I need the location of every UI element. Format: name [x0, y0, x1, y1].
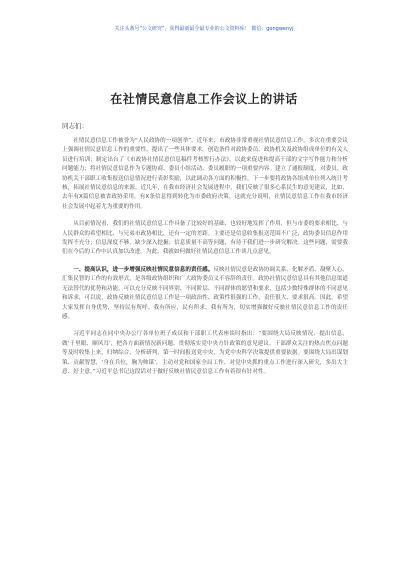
- paragraph-2: [62, 220, 348, 258]
- paragraph-text: 习近平同志在同中央办公厅各单位班子成员和干部职工代表座谈时指出：“要围绕大局反映情况、提出信息，做‘千里眼、顺风耳’，把各方面新情况新问题、贯彻落实党中央方针政策的意见建议、干部群众关注的热点焦点问题等及时收集上来，归纳综合，分析研判，第一时间报送党中央，为党中央科学决策提供重要依据。要围绕大局出谋划策、贡献智慧，‘身在兵位，胸为帅谋’，主动对党和国家全局工作、对党中央抓的重点工作进行深入研究，多出大主意、好主意。”习近平总书记这段话对于做好反映社情民意信息工作有着很有针对性。: [62, 331, 348, 375]
- document-title: 在社情民意信息工作会议上的讲话: [110, 92, 298, 106]
- promo-banner[interactable]: 关注头条号“公文研究”，获得最新最全最专业的公文资料库！ 微信：gongwenyj: [114, 26, 294, 32]
- paragraph-text: 社情民意信息工作被誉为“人民政协的一项创举”。近年来，市政协非常重视社情民意信息工作，多次在重要会议上强调社情民意信息工作的重要性，提出了一些具体要求。创造条件对政协委员、政协机关及政协组成单位的有关人员进行培训；制定出台了《市政协社情民意信息稿件考核暂行办法》，以此来促进和提高干部的文字写作能力和分析问题能力；将社情民意信息作为专题协商、委员小组活动、委员履职的一项重要内容。建立了通报制度，对委员、政协机关干部职工收集报送信息情况进行表彰奖励，以此调动各方面的积极性。下一步要将政协各组成单位列入统计考核，拓展社情民意信息的来源。近几年，在我市经济社会发展进程中，我们反映了很多心系民生的意见建议，比如，去年有X篇信息被省政协采用，有X条信息得到转化为市委政府决策。这就充分说明，社情民意信息工作在我市经济社会发展中起着尤为重要的作用。: [62, 138, 348, 210]
- salutation: 同志们：: [62, 122, 88, 130]
- paragraph-3: [62, 266, 348, 322]
- paragraph-text: 从目前情况看，我们的社情民意信息工作具备了比较好的基础，也较好地发挥了作用，但与市委的要求相比、与人民群众的希望相比、与兄弟市政协相比，还有一定的差距。主要还是信息收集报送范围不广泛，政协委员信息作用发挥不充分；信息深度不够，缺少深入挖掘；信息质量不高等问题，有待于我们进一步研究解决。这些问题，需要我们在今后的工作中认真加以改进。为此，我就如何做好社情民意信息工作谈几点意见。: [62, 221, 348, 256]
- paragraph-text: 反映社情民意是政协协调关系、化解矛盾、凝聚人心、汇集民智的工作的有效形式，是各级政协组织和广大政协委员义不容辞的责任。政协社情民意信息具有其他信息渠道无法替代的优势和功能，可以充分反映不同界别、不同阶层、不同群体的愿望和要求，包括少数特殊群体的不同意见和诉求，可以说，政协反映社情民意信息工作是一项政治性、政策性很强的工作，责任很大、要求很高。因此，希望大家发挥自身优势，坚持民有所呼、我有所应，民有所求、我有所为，切实增强做好反映社情民意信息工作的责任感。: [62, 266, 348, 320]
- paragraph-1: [62, 137, 348, 212]
- paragraph-4: [62, 330, 348, 377]
- section-heading: 一、提高认识，进一步增强反映社情民意信息的责任感。: [73, 266, 214, 273]
- document-body: [62, 137, 348, 385]
